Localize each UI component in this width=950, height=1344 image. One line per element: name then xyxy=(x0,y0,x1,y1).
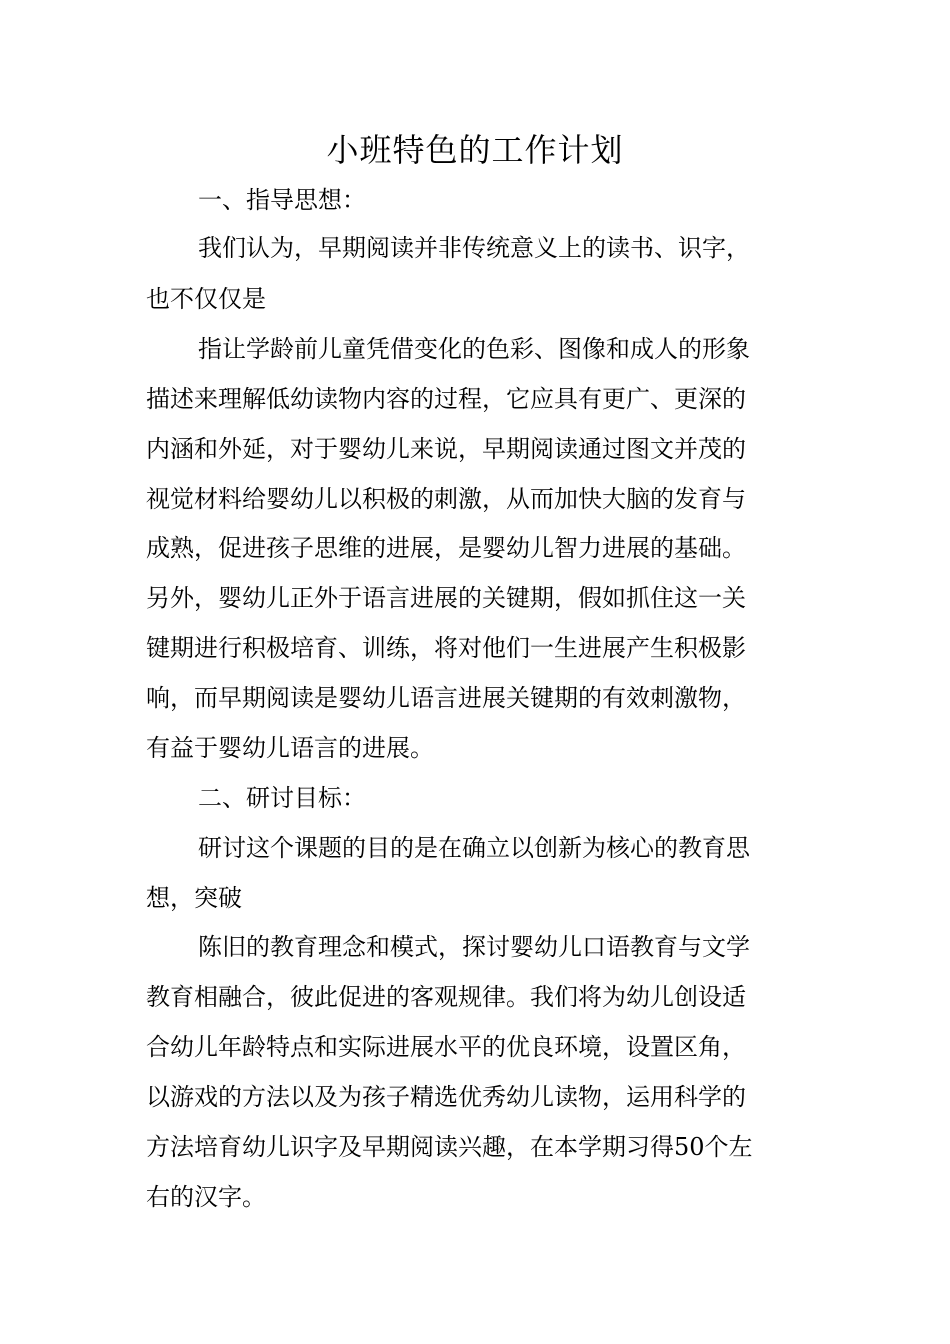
paragraph-line: 描述来理解低幼读物内容的过程，它应具有更广、更深的 xyxy=(146,385,746,413)
paragraph-line: 研讨这个课题的目的是在确立以创新为核心的教育思 xyxy=(198,834,750,862)
paragraph-line: 我们认为，早期阅读并非传统意义上的读书、识字， xyxy=(198,234,750,262)
section-heading-guiding-thought: 一、指导思想： xyxy=(198,186,366,214)
paragraph-line: 内涵和外延，对于婴幼儿来说，早期阅读通过图文并茂的 xyxy=(146,435,746,463)
document-title: 小班特色的工作计划 xyxy=(326,131,624,169)
paragraph-line: 陈旧的教育理念和模式，探讨婴幼儿口语教育与文学 xyxy=(198,933,750,961)
section-heading-research-goals: 二、研讨目标： xyxy=(198,784,366,812)
paragraph-line: 成熟，促进孩子思维的进展，是婴幼儿智力进展的基础。 xyxy=(146,534,746,562)
paragraph-line: 合幼儿年龄特点和实际进展水平的优良环境，设置区角， xyxy=(146,1033,746,1061)
paragraph-line: 另外，婴幼儿正外于语言进展的关键期，假如抓住这一关 xyxy=(146,584,746,612)
paragraph-line: 以游戏的方法以及为孩子精选优秀幼儿读物，运用科学的 xyxy=(146,1083,746,1111)
paragraph-line: 指让学龄前儿童凭借变化的色彩、图像和成人的形象 xyxy=(198,335,750,363)
paragraph-line: 响，而早期阅读是婴幼儿语言进展关键期的有效刺激物， xyxy=(146,684,746,712)
paragraph-line: 右的汉字。 xyxy=(146,1183,266,1211)
paragraph-line: 方法培育幼儿识字及早期阅读兴趣，在本学期习得50个左 xyxy=(146,1133,753,1161)
paragraph-line: 也不仅仅是 xyxy=(146,285,266,313)
paragraph-line: 想，突破 xyxy=(146,884,242,912)
paragraph-line: 教育相融合，彼此促进的客观规律。我们将为幼儿创设适 xyxy=(146,983,746,1011)
paragraph-line: 视觉材料给婴幼儿以积极的刺激，从而加快大脑的发育与 xyxy=(146,485,746,513)
paragraph-line: 键期进行积极培育、训练，将对他们一生进展产生积极影 xyxy=(146,634,746,662)
paragraph-line: 有益于婴幼儿语言的进展。 xyxy=(146,734,434,762)
